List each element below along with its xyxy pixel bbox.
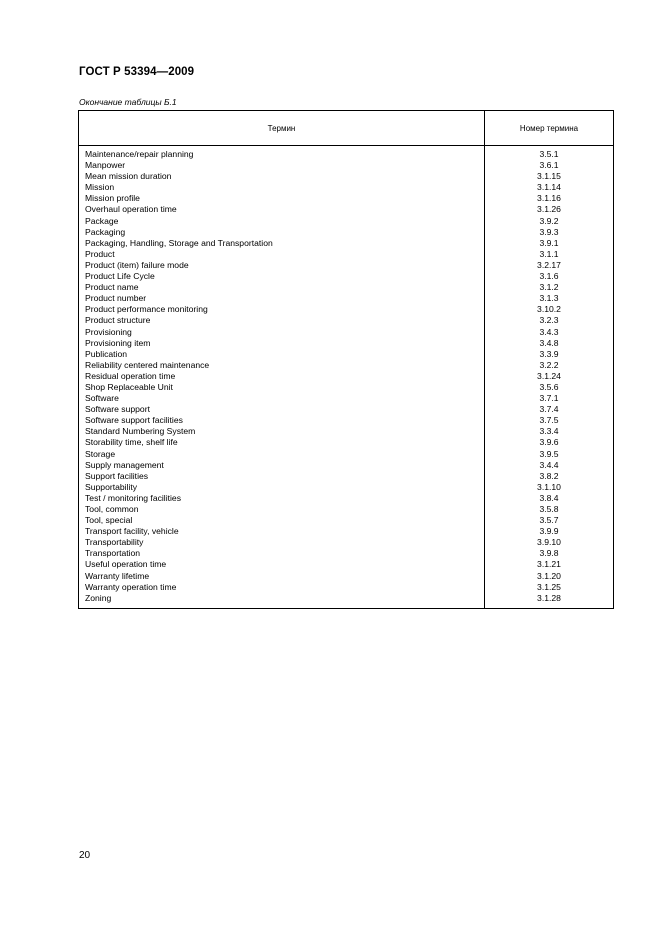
- term-cell: Residual operation time: [85, 370, 176, 381]
- term-number-cell: 3.1.16: [537, 193, 561, 204]
- term-column: [79, 146, 485, 608]
- term-cell: Mission: [85, 182, 115, 193]
- term-cell: Provisioning item: [85, 337, 151, 348]
- term-cell: Software support: [85, 404, 150, 415]
- term-cell: Mean mission duration: [85, 171, 172, 182]
- term-number-cell: 3.9.1: [539, 237, 559, 248]
- term-number-cell: 3.5.7: [539, 515, 559, 526]
- term-number-cell: 3.9.3: [539, 226, 559, 237]
- term-number-cell: 3.1.6: [539, 271, 559, 282]
- term-number-cell: 3.7.1: [539, 393, 559, 404]
- term-cell: Package: [85, 215, 119, 226]
- term-number-cell: 3.5.8: [539, 504, 559, 514]
- term-cell: Supply management: [85, 459, 164, 470]
- term-cell: Mission profile: [85, 193, 140, 204]
- term-number-cell: 3.9.5: [539, 448, 559, 459]
- term-number-cell: 3.4.3: [539, 326, 559, 337]
- term-number-cell: 3.5.6: [539, 381, 559, 392]
- term-cell: Overhaul operation time: [85, 204, 177, 215]
- term-number-cell: 3.5.1: [539, 149, 559, 159]
- term-number-cell: 3.1.3: [539, 293, 559, 304]
- term-cell: Publication: [85, 348, 128, 359]
- column-header-term: Термин: [79, 111, 485, 145]
- term-cell: Product number: [85, 293, 147, 304]
- term-number-cell: 3.1.25: [537, 581, 561, 592]
- term-number-cell: 3.8.4: [539, 492, 559, 503]
- term-number-cell: 3.3.4: [539, 426, 559, 437]
- term-number-cell: 3.1.21: [537, 559, 561, 570]
- term-cell: Packaging: [85, 226, 126, 237]
- term-cell: Product (item) failure mode: [85, 259, 189, 270]
- term-cell: Software: [85, 393, 119, 404]
- term-cell: Product: [85, 248, 115, 259]
- term-cell: Product name: [85, 282, 139, 293]
- term-number-cell: 3.1.28: [537, 592, 561, 603]
- number-column: [485, 146, 613, 608]
- table-body: [79, 146, 613, 608]
- term-number-cell: 3.1.15: [537, 171, 561, 182]
- term-cell: Supportability: [85, 481, 138, 492]
- term-cell: Product performance monitoring: [85, 304, 208, 315]
- term-number-cell: 3.1.14: [537, 182, 561, 193]
- terms-table: [78, 110, 614, 609]
- term-cell: Product structure: [85, 315, 151, 326]
- term-number-cell: 3.9.10: [537, 537, 561, 548]
- term-cell: Maintenance/repair planning: [85, 149, 194, 159]
- term-cell: Manpower: [85, 160, 126, 171]
- term-cell: Warranty lifetime: [85, 570, 150, 581]
- term-number-cell: 3.6.1: [539, 160, 559, 171]
- term-number-cell: 3.9.2: [539, 215, 559, 226]
- term-number-cell: 3.1.20: [537, 570, 561, 581]
- term-cell: Shop Replaceable Unit: [85, 381, 173, 392]
- term-cell: Transport facility, vehicle: [85, 526, 179, 537]
- document-header: ГОСТ Р 53394—2009: [79, 66, 195, 78]
- term-number-cell: 3.1.2: [539, 282, 559, 293]
- term-cell: Storability time, shelf life: [85, 437, 178, 448]
- term-cell: Provisioning: [85, 326, 132, 337]
- term-number-cell: 3.10.2: [537, 304, 561, 315]
- term-number-cell: 3.7.4: [539, 404, 559, 415]
- term-cell: Test / monitoring facilities: [85, 492, 181, 503]
- term-number-cell: 3.2.3: [539, 315, 559, 326]
- term-cell: Transportation: [85, 548, 141, 559]
- term-cell: Useful operation time: [85, 559, 167, 570]
- term-cell: Reliability centered maintenance: [85, 359, 210, 370]
- term-cell: Zoning: [85, 592, 112, 603]
- term-number-cell: 3.1.1: [539, 248, 559, 259]
- term-number-cell: 3.3.9: [539, 348, 559, 359]
- term-number-cell: 3.1.26: [537, 204, 561, 215]
- table-caption: Окончание таблицы Б.1: [79, 97, 177, 107]
- page-number: 20: [79, 850, 91, 861]
- term-cell: Tool, special: [85, 515, 133, 526]
- term-cell: Standard Numbering System: [85, 426, 196, 437]
- term-cell: Support facilities: [85, 470, 149, 481]
- term-number-cell: 3.9.9: [539, 526, 559, 537]
- term-cell: Tool, common: [85, 504, 139, 514]
- term-cell: Product Life Cycle: [85, 271, 155, 282]
- term-number-cell: 3.1.24: [537, 370, 561, 381]
- term-number-cell: 3.9.8: [539, 548, 559, 559]
- term-cell: Transportability: [85, 537, 144, 548]
- term-cell: Warranty operation time: [85, 581, 177, 592]
- term-number-cell: 3.8.2: [539, 470, 559, 481]
- table-header-row: [79, 111, 613, 146]
- term-number-cell: 3.7.5: [539, 415, 559, 426]
- term-number-cell: 3.9.6: [539, 437, 559, 448]
- column-header-number: Номер термина: [519, 123, 579, 133]
- term-cell: Software support facilities: [85, 415, 183, 426]
- term-cell: Packaging, Handling, Storage and Transportation: [85, 237, 273, 248]
- term-number-cell: 3.4.8: [539, 337, 559, 348]
- term-cell: Storage: [85, 448, 116, 459]
- term-number-cell: 3.2.2: [539, 359, 559, 370]
- term-number-cell: 3.1.10: [537, 481, 561, 492]
- term-number-cell: 3.2.17: [537, 259, 561, 270]
- term-number-cell: 3.4.4: [539, 459, 559, 470]
